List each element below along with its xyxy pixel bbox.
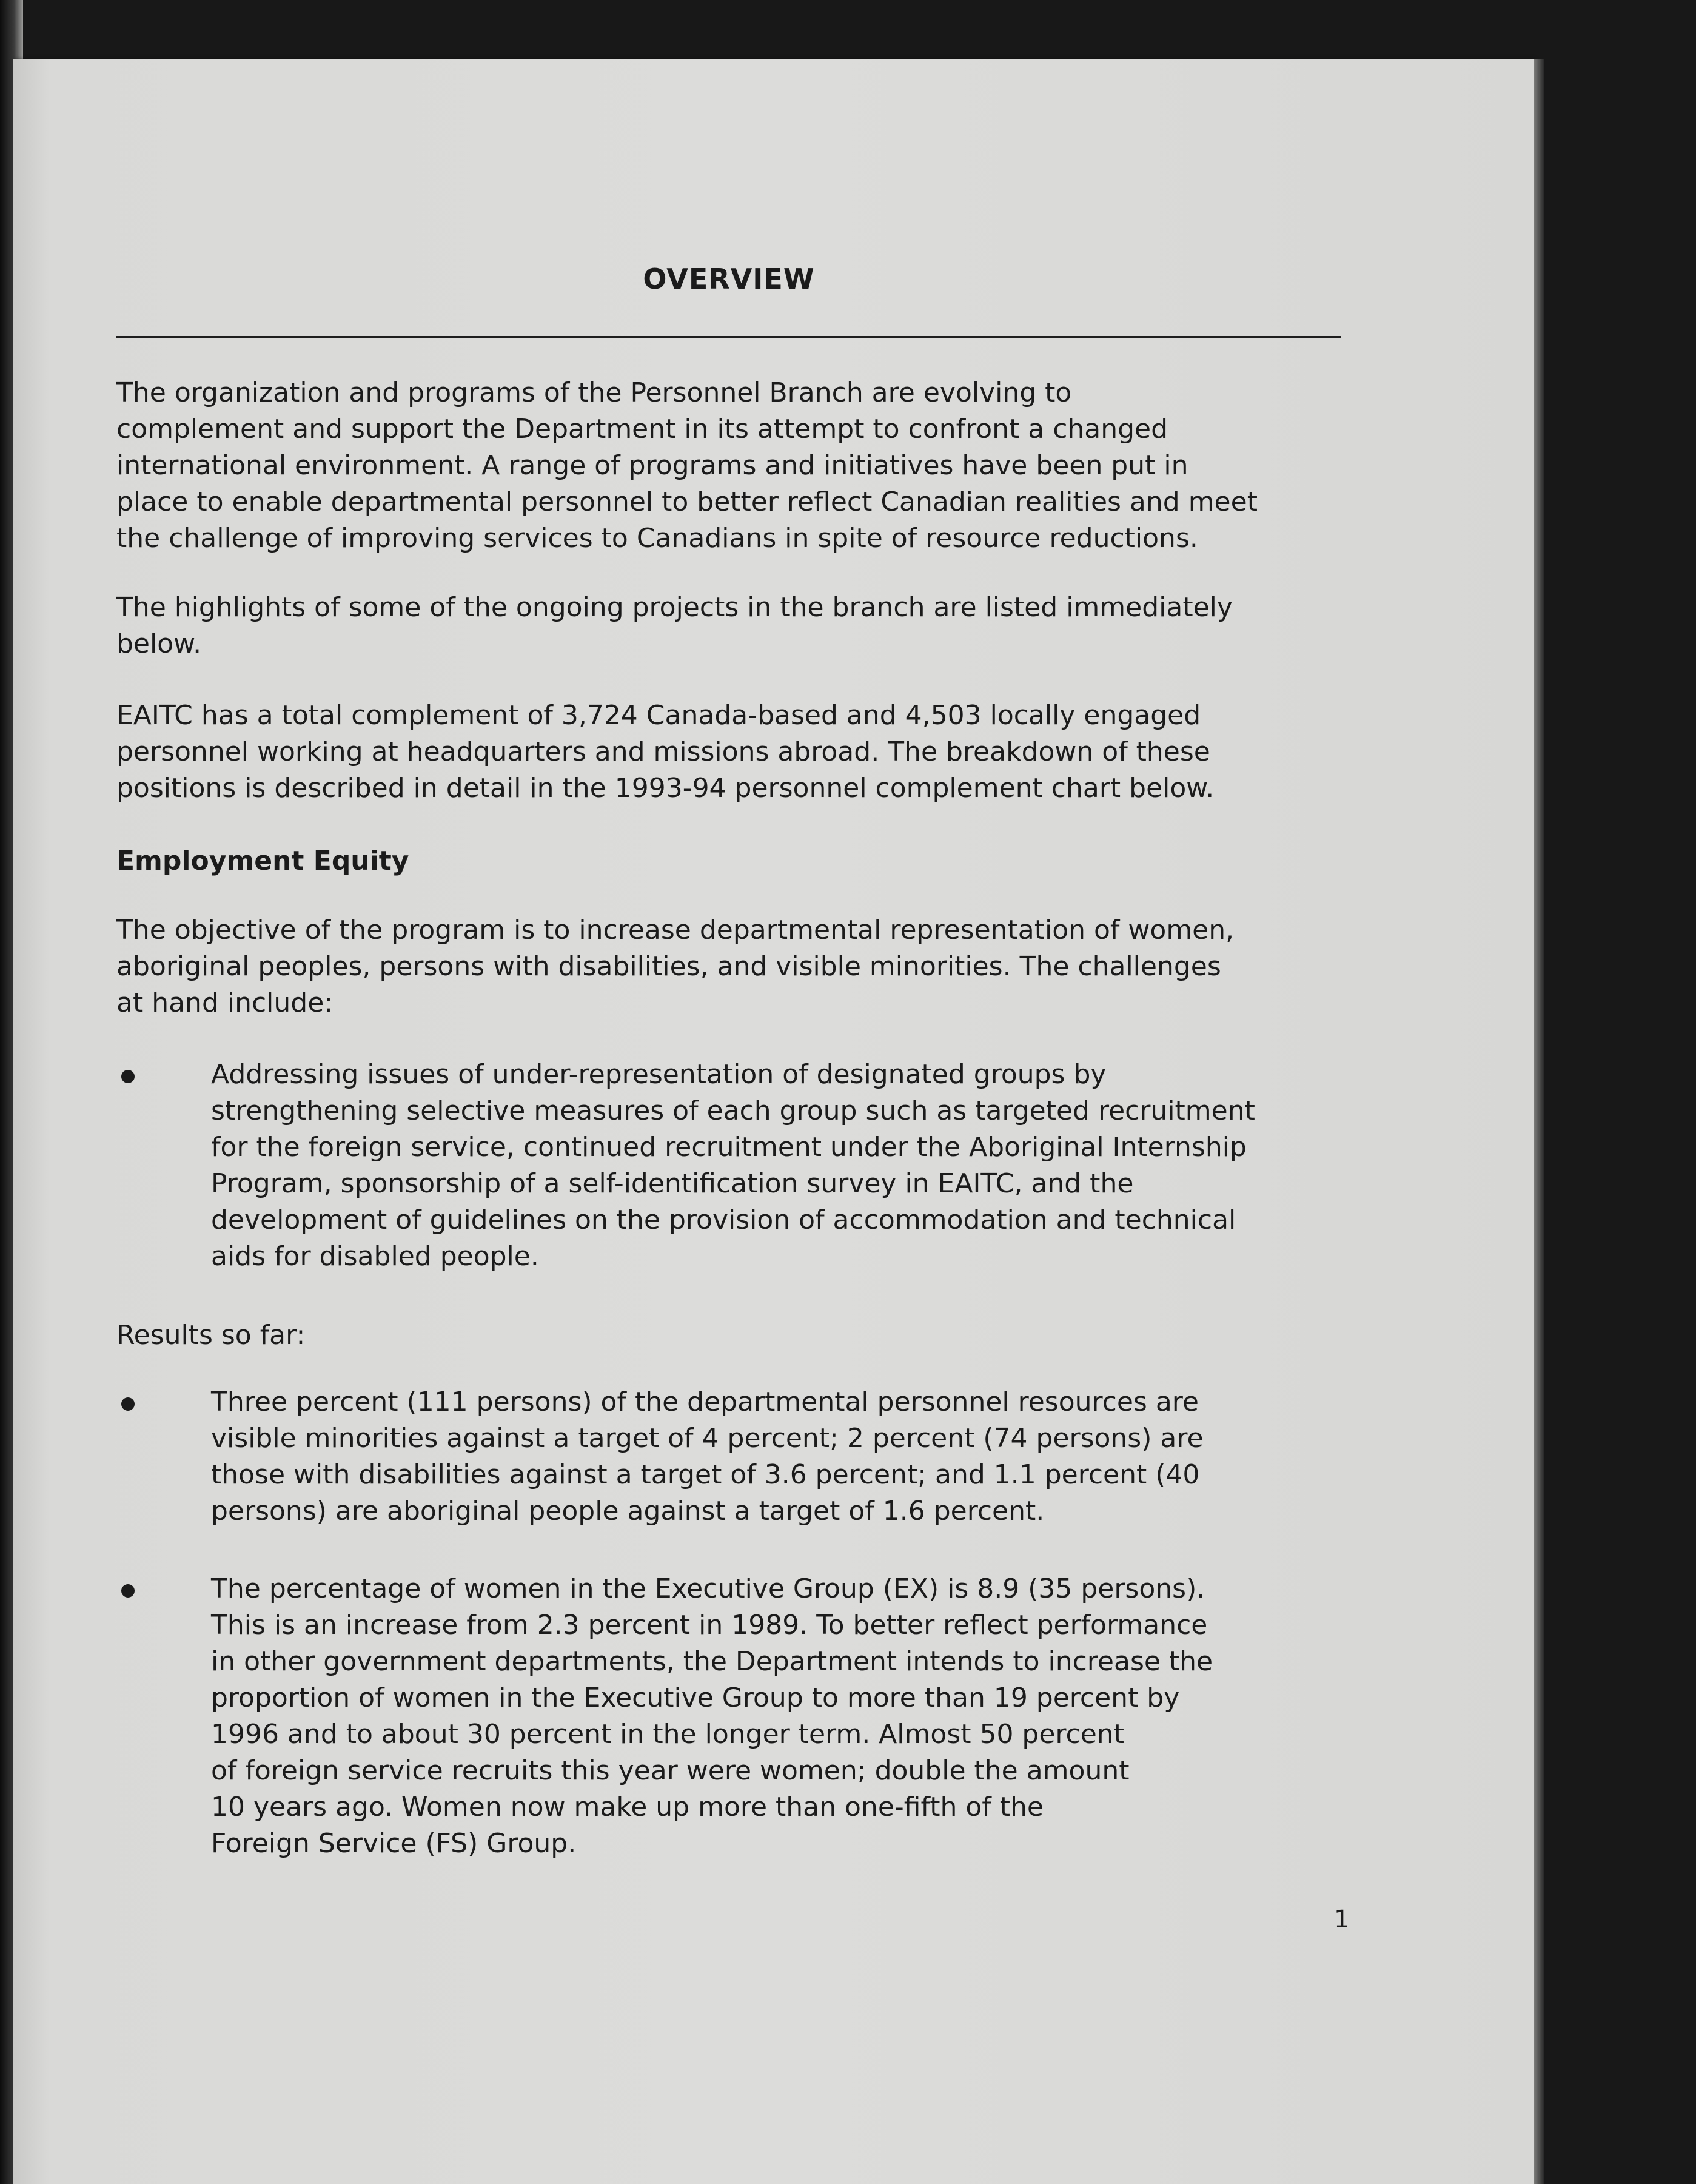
intro-paragraph-complement: EAITC has a total complement of 3,724 Canada-based and 4,503 locally engaged personnel working at headquarters and missions abroad. The breakdown of these positions is described in detail in the 1993-94 personnel complement chart below. — [116, 700, 1215, 804]
section-heading: Employment Equity — [116, 845, 409, 876]
intro-paragraph-organization: The organization and programs of the Personnel Branch are evolving to complement and support the Department in its attempt to confront a changed international environment. A range of programs and initiatives have been put in place to enable departmental personnel to better reflect Canadian realities and meet the challenge of improving services to Canadians in spite of resource reductions. — [116, 377, 1258, 554]
intro-paragraph-highlights: The highlights of some of the ongoing projects in the branch are listed immediately below. — [116, 592, 1233, 659]
page-edge — [1534, 59, 1544, 2184]
bullet-icon — [121, 1397, 135, 1411]
page-title: OVERVIEW — [643, 263, 815, 295]
equity-objective-paragraph: The objective of the program is to increase departmental representation of women, aboriginal peoples, persons with disabilities, and visible minorities. The challenges at hand include: — [116, 915, 1235, 1018]
challenge-bullet-text: Addressing issues of under-representation of designated groups by strengthening selective measures of each group such as targeted recruitment for the foreign service, continued recruitment under the Aboriginal Internship Program, sponsorship of a self-identification survey in EAITC, and the development of guidelines on the provision of accommodation and technical aids for disabled people. — [211, 1059, 1255, 1272]
page-number: 1 — [1334, 1906, 1350, 1934]
bullet-icon — [121, 1584, 135, 1598]
title-rule — [116, 336, 1341, 338]
result-bullet-text-minorities: Three percent (111 persons) of the departmental personnel resources are visible minorities against a target of 4 percent; 2 percent (74 persons) are those with disabilities against a target of 3.6 percent; and 1.1 percent (40 persons) are aboriginal people against a target of 1.6 percent. — [211, 1386, 1204, 1527]
bullet-icon — [121, 1070, 135, 1083]
result-bullet-text-women: The percentage of women in the Executive Group (EX) is 8.9 (35 persons). This is an increase from 2.3 percent in 1989. To better reflect performance in other government departments, the Department intends to increase the proportion of women in the Executive Group to more than 19 percent by 1996 and to about 30 percent in the longer term. Almost 50 percent of foreign service recruits this year were women; double the amount 10 years ago. Women now make up more than one-fifth of the Foreign Service (FS) Group. — [211, 1573, 1213, 1859]
results-label: Results so far: — [116, 1320, 306, 1351]
